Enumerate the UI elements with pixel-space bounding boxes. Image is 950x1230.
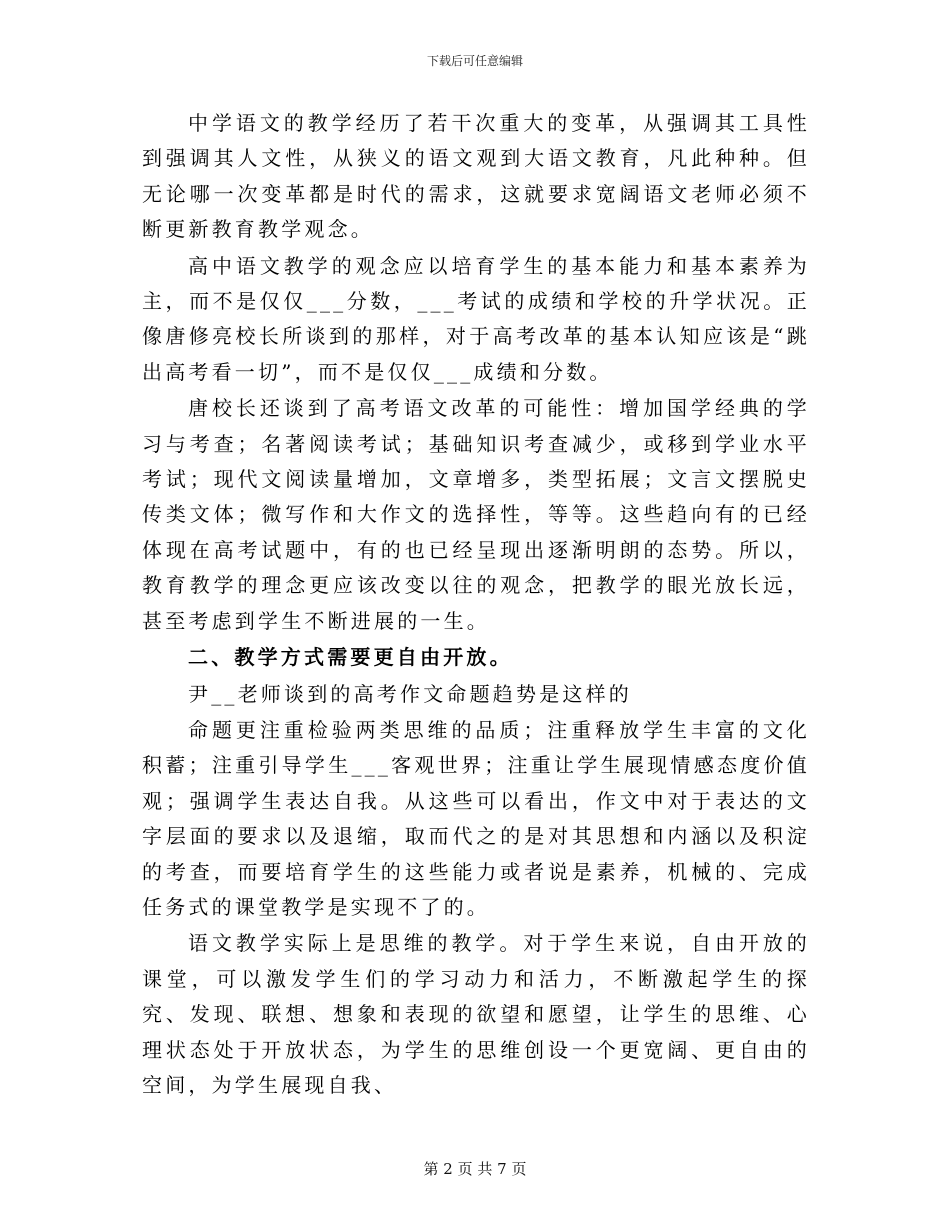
paragraph-5: 命题更注重检验两类思维的品质；注重释放学生丰富的文化积蓄；注重引导学生___客观世界；注重让学生展现情感态度价值观；强调学生表达自我。从这些可以看出，作文中对于表达的文字层面的要求以及退缩，取而代之的是对其思想和内涵以及积淀的考查，而要培育学生的这些能力或者说是素养，机械的、完成任务式的课堂教学是实现不了的。 bbox=[142, 717, 810, 919]
paragraph-4: 尹__老师谈到的高考作文命题趋势是这样的 bbox=[188, 681, 632, 706]
paragraph-2: 高中语文教学的观念应以培育学生的基本能力和基本素养为主，而不是仅仅___分数，___考试的成绩和学校的升学状况。正像唐修亮校长所谈到的那样，对于高考改革的基本认知应该是“跳出高考看一切”，而不是仅仅___成绩和分数。 bbox=[142, 253, 810, 384]
document-body bbox=[142, 106, 810, 1104]
paragraph-1: 中学语文的教学经历了若干次重大的变革，从强调其工具性到强调其人文性，从狭义的语文观到大语文教育，凡此种种。但无论哪一次变革都是时代的需求，这就要求宽阔语文老师必须不断更新教育教学观念。 bbox=[142, 111, 810, 242]
page-number: 第 2 页 共 7 页 bbox=[423, 1160, 527, 1178]
paragraph-3: 唐校长还谈到了高考语文改革的可能性：增加国学经典的学习与考查；名著阅读考试；基础知识考查减少，或移到学业水平考试；现代文阅读量增加，文章增多，类型拓展；文言文摆脱史传类文体；微写作和大作文的选择性，等等。这些趋向有的已经体现在高考试题中，有的也已经呈现出逐渐明朗的态势。所以，教育教学的理念更应该改变以往的观念，把教学的眼光放长远，甚至考虑到学生不断进展的一生。 bbox=[142, 396, 810, 633]
page-header: 下载后可任意编辑 bbox=[426, 54, 523, 68]
paragraph-6: 语文教学实际上是思维的教学。对于学生来说，自由开放的课堂，可以激发学生们的学习动力和活力，不断激起学生的探究、发现、联想、想象和表现的欲望和愿望，让学生的思维、心理状态处于开放状态，为学生的思维创设一个更宽阔、更自由的空间，为学生展现自我、 bbox=[142, 931, 810, 1097]
section-heading: 二、教学方式需要更自由开放。 bbox=[188, 645, 513, 670]
